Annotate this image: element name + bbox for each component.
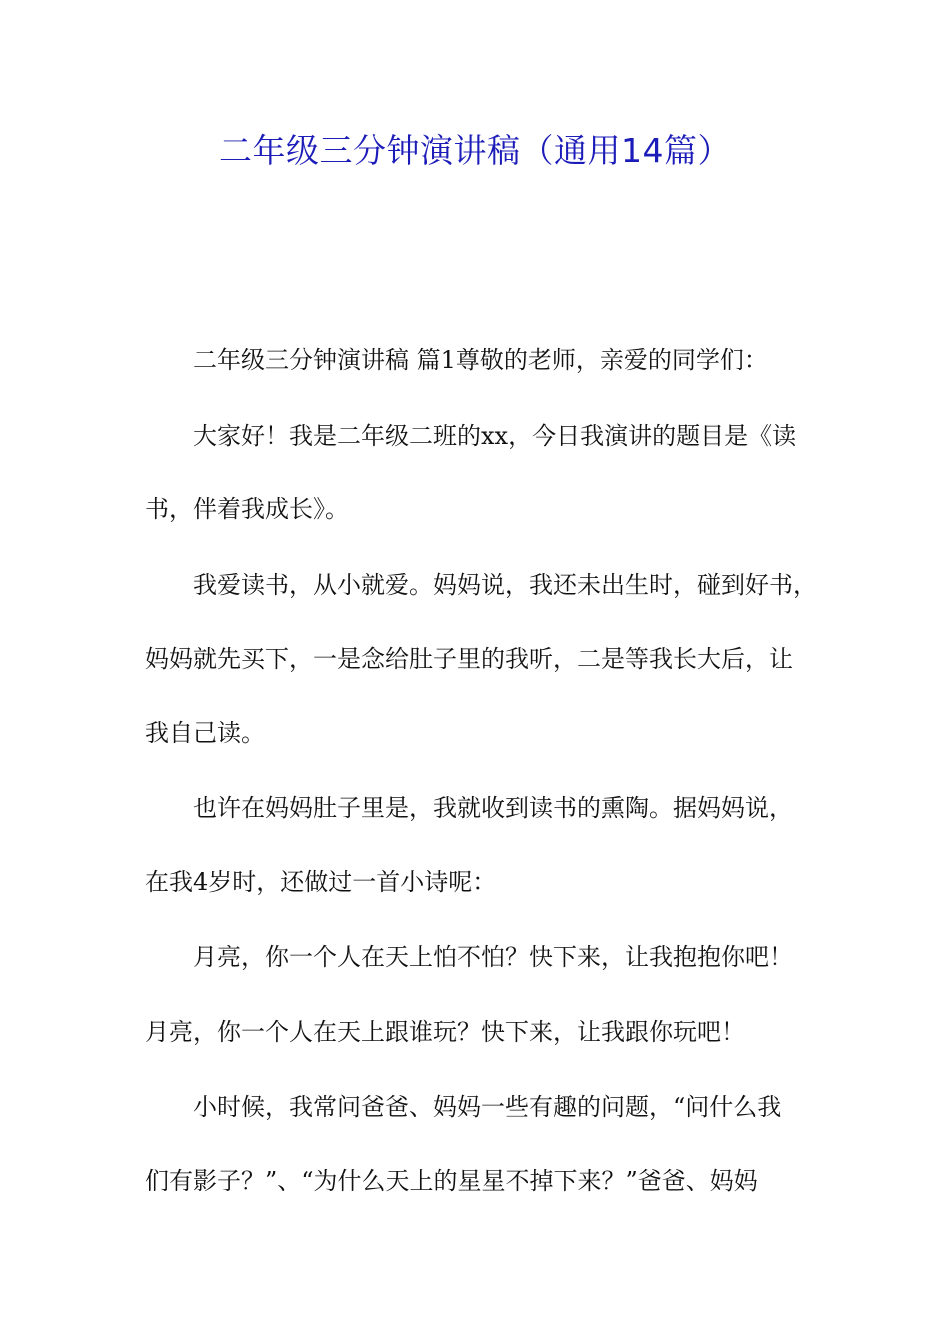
paragraph-3-line-2: 妈妈就先买下，一是念给肚子里的我听，二是等我长大后，让: [145, 645, 793, 673]
paragraph-5-line-1: 小时候，我常问爸爸、妈妈一些有趣的问题，“问什么我: [193, 1093, 782, 1121]
paragraph-3-line-3: 我自己读。: [145, 719, 265, 747]
paragraph-4-line-1: 也许在妈妈肚子里是，我就收到读书的熏陶。据妈妈说，: [193, 794, 793, 822]
poem-line-2: 月亮，你一个人在天上跟谁玩？快下来，让我跟你玩吧！: [145, 1018, 745, 1046]
paragraph-2-line-2: 书，伴着我成长》。: [145, 495, 349, 523]
document-title: 二年级三分钟演讲稿（通用14篇）: [219, 131, 731, 170]
paragraph-3-line-1: 我爱读书，从小就爱。妈妈说，我还未出生时，碰到好书，: [193, 571, 817, 599]
paragraph-4-line-2: 在我4岁时，还做过一首小诗呢：: [145, 868, 497, 896]
paragraph-2-line-1: 大家好！我是二年级二班的xx，今日我演讲的题目是《读: [193, 422, 797, 450]
poem-line-1: 月亮，你一个人在天上怕不怕？快下来，让我抱抱你吧！: [193, 943, 793, 971]
paragraph-1-line-1: 二年级三分钟演讲稿 篇1尊敬的老师，亲爱的同学们：: [193, 346, 768, 374]
paragraph-5-line-2: 们有影子？”、“为什么天上的星星不掉下来？”爸爸、妈妈: [145, 1167, 758, 1195]
